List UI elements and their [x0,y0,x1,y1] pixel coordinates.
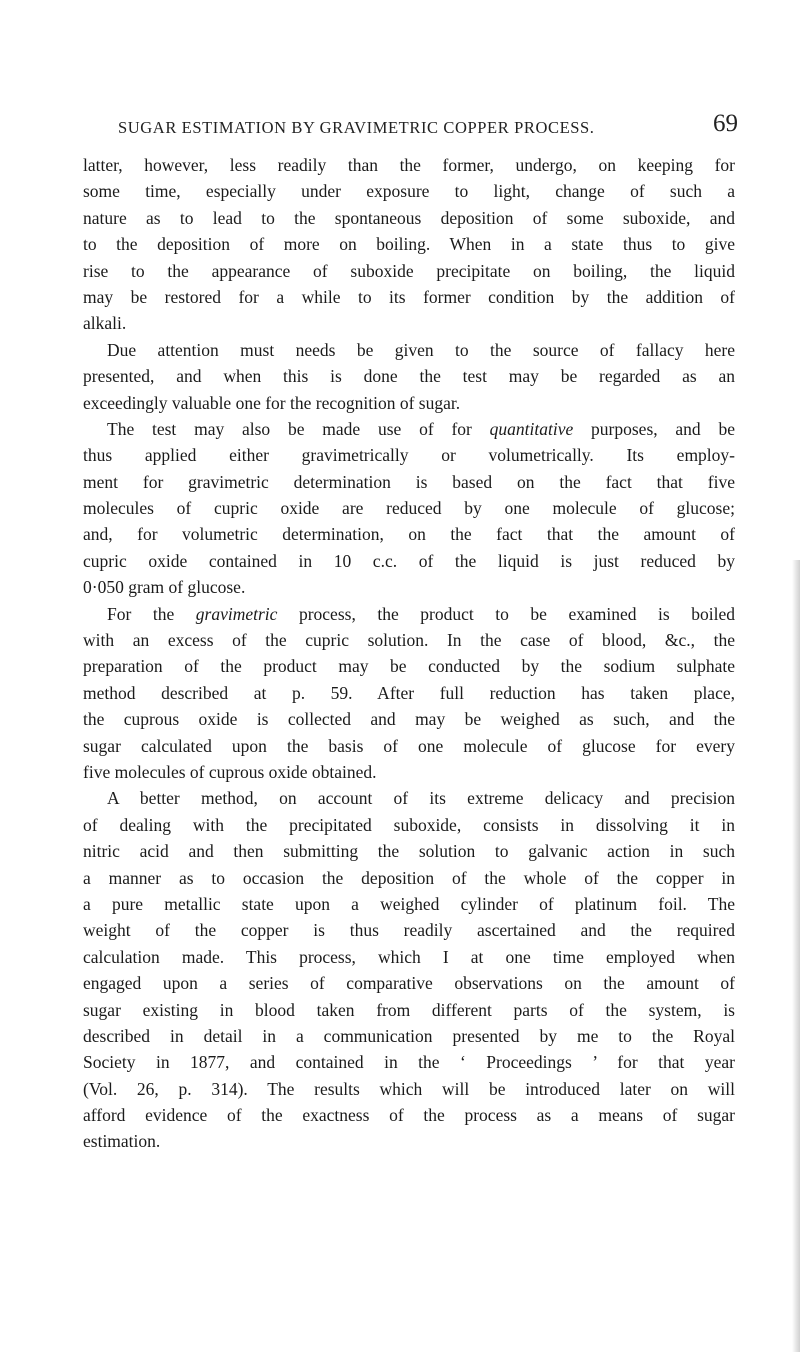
text-line: the cuprous oxide is collected and may be weighed as such, and the [83,709,735,730]
text-run: process, the product to be examined is boiled [277,603,735,624]
text-line: Due attention must needs be given to the source of fallacy here [107,339,735,360]
text-line: sugar calculated upon the basis of one molecule of glucose for every [83,735,735,756]
text-line: estimation. [83,1131,161,1152]
text-line: calculation made. This process, which I at one time employed when [83,946,735,967]
text-run: The test may also be made use of for [107,418,490,439]
text-line: exceedingly valuable one for the recognition of sugar. [83,392,461,413]
text-line: five molecules of cuprous oxide obtained. [83,761,377,782]
text-line: afford evidence of the exactness of the process as a means of sugar [83,1105,735,1126]
italic-term-gravimetric: gravimetric [195,603,278,624]
italic-term-quantitative: quantitative [489,418,574,439]
text-line: cupric oxide contained in 10 c.c. of the liquid is just reduced by [83,550,735,571]
text-line: molecules of cupric oxide are reduced by one molecule of glucose; [83,498,735,519]
text-line: sugar existing in blood taken from different parts of the system, is [83,999,735,1020]
running-title: SUGAR ESTIMATION BY GRAVIMETRIC COPPER PROCESS. [118,118,595,137]
text-line: described in detail in a communication presented by me to the Royal [83,1025,735,1046]
text-line: some time, especially under exposure to light, change of such a [83,181,735,202]
text-line: ment for gravimetric determination is based on the fact that five [83,471,735,492]
text-line: with an excess of the cupric solution. In the case of blood, &c., the [83,630,735,651]
text-line: (Vol. 26, p. 314). The results which will be introduced later on will [83,1078,735,1099]
text-line: presented, and when this is done the test may be regarded as an [83,366,735,387]
text-line [83,601,735,627]
text-line: alkali. [83,313,127,334]
text-line: 0·050 gram of glucose. [83,577,246,598]
text-line [83,416,735,442]
page-number: 69 [713,110,738,137]
text-line: weight of the copper is thus readily ascertained and the required [83,920,735,941]
text-line: A better method, on account of its extreme delicacy and precision [107,788,735,809]
text-line: to the deposition of more on boiling. When in a state thus to give [83,234,735,255]
text-line: a pure metallic state upon a weighed cylinder of platinum foil. The [83,893,735,914]
body-text [83,152,735,1155]
text-line: thus applied either gravimetrically or volumetrically. Its employ- [83,445,735,466]
text-line: method described at p. 59. After full reduction has taken place, [83,682,735,703]
text-run: purposes, and be [573,418,735,439]
text-run: For the [107,603,196,624]
text-line: rise to the appearance of suboxide precipitate on boiling, the liquid [83,260,735,281]
text-line: nitric acid and then submitting the solution to galvanic action in such [83,841,735,862]
text-line: preparation of the product may be conducted by the sodium sulphate [83,656,735,677]
text-line: a manner as to occasion the deposition of the whole of the copper in [83,867,735,888]
text-line: Society in 1877, and contained in the ‘ Proceedings ’ for that year [83,1052,735,1073]
running-header [104,110,740,142]
text-line: may be restored for a while to its former condition by the addition of [83,286,735,307]
text-line: of dealing with the precipitated suboxide, consists in dissolving it in [83,814,735,835]
text-line: engaged upon a series of comparative observations on the amount of [83,973,735,994]
text-line: and, for volumetric determination, on the fact that the amount of [83,524,735,545]
text-line: nature as to lead to the spontaneous deposition of some suboxide, and [83,207,735,228]
text-line: latter, however, less readily than the former, undergo, on keeping for [83,155,735,175]
page-edge-shadow [792,560,800,1352]
